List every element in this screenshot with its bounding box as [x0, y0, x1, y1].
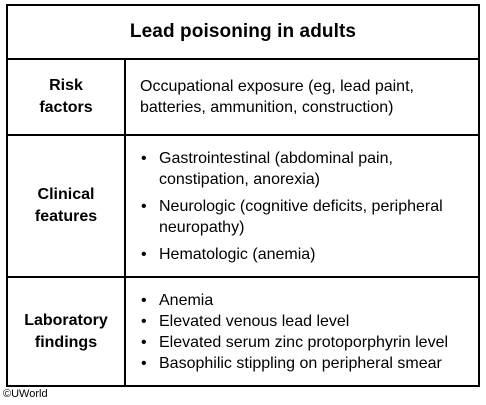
list-item: • Elevated venous lead level: [140, 311, 470, 332]
row-content-cell: [126, 136, 478, 276]
table-row-laboratory-findings: [8, 278, 478, 385]
list-item: • Neurologic (cognitive deficits, peripheral neuropathy): [140, 196, 470, 238]
list-item: • Elevated serum zinc protoporphyrin level: [140, 332, 470, 353]
row-label-cell: [8, 136, 126, 276]
list-item: • Basophilic stippling on peripheral smear: [140, 353, 470, 374]
list-item: • Hematologic (anemia): [140, 244, 470, 265]
table-title: Lead poisoning in adults: [129, 21, 357, 42]
row-label-cell: [8, 278, 126, 385]
clinical-features-list: [140, 148, 470, 265]
table-row-clinical-features: [8, 136, 478, 278]
risk-factors-text: Occupational exposure (eg, lead paint, batteries, ammunition, construction): [140, 78, 414, 116]
row-content-cell: [126, 60, 478, 134]
list-item: • Anemia: [140, 290, 470, 311]
risk-factors-label: Risk factors: [39, 77, 93, 116]
table-title-row: [8, 6, 478, 60]
lead-poisoning-table: [6, 4, 480, 387]
list-item: • Gastrointestinal (abdominal pain, constipation, anorexia): [140, 148, 470, 190]
laboratory-findings-label: Laboratory findings: [24, 311, 108, 351]
row-label-cell: [8, 60, 126, 134]
clinical-features-label: Clinical features: [34, 186, 98, 225]
laboratory-findings-list: [140, 290, 470, 374]
row-content-cell: [126, 278, 478, 385]
copyright-notice: ©UWorld: [3, 388, 48, 400]
table-row-risk-factors: [8, 60, 478, 136]
